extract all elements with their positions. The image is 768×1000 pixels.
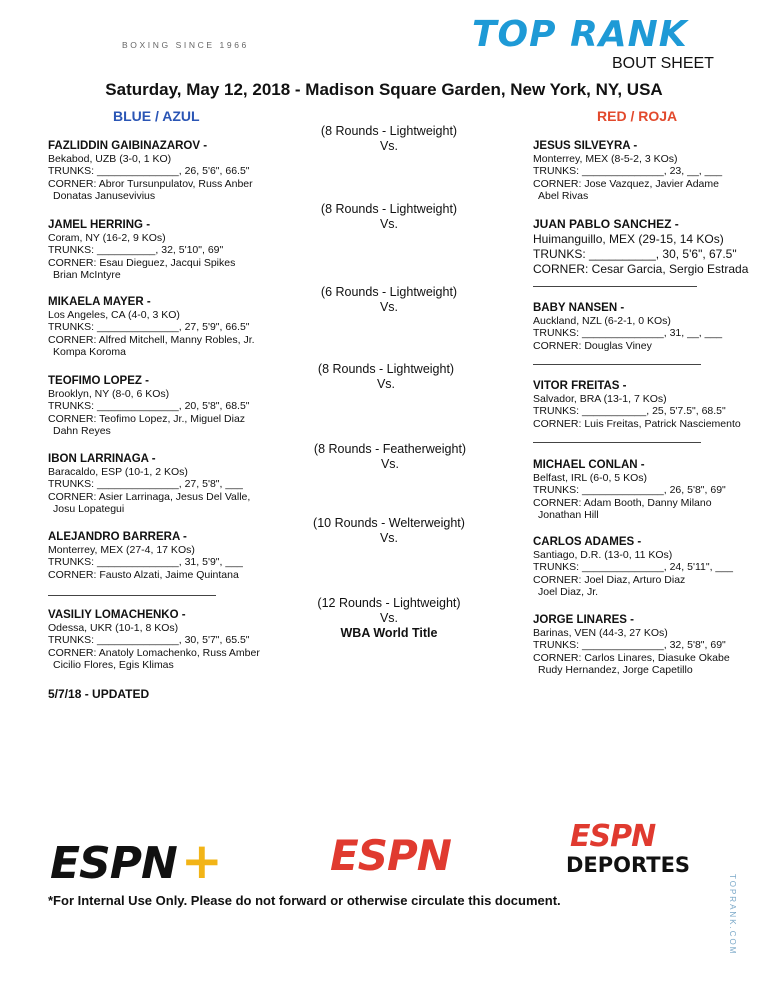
divider-line [533,442,701,443]
red-fighter [533,380,741,430]
espn-deportes-logo [566,819,716,886]
fighter-hometown: Odessa, UKR (10-1, 8 KOs) [48,621,179,634]
fighter-corner-cont: Abel Rivas [538,190,589,203]
fighter-corner: CORNER: Joel Diaz, Arturo Diaz [533,573,686,586]
espn-logo-word: ESPN [330,831,451,880]
bout-vs: Vs. [379,139,399,153]
divider-line [533,286,697,287]
bout-info [294,202,484,232]
fighter-trunks: TRUNKS: ______________, 24, 5'11", ___ [533,561,733,574]
blue-fighter [48,140,253,203]
fighter-corner: CORNER: Abror Tursunpulatov, Russ Anber [48,177,253,190]
bout-rounds: (8 Rounds - Lightweight) [320,124,458,138]
bout-info [291,362,481,392]
divider-line [48,595,216,596]
fighter-corner-cont: Donatas Janusevivius [53,190,156,203]
fighter-trunks: TRUNKS: __________, 32, 5'10", 69" [48,244,224,257]
updated-note: 5/7/18 - UPDATED [48,687,150,701]
blue-fighter [48,609,260,672]
bout-rounds: (8 Rounds - Lightweight) [320,202,458,216]
fighter-corner: CORNER: Cesar Garcia, Sergio Estrada [533,262,749,276]
fighter-corner: CORNER: Esau Dieguez, Jacqui Spikes [48,256,236,269]
fighter-hometown: Santiago, D.R. (13-0, 11 KOs) [533,548,673,561]
bout-rounds: (10 Rounds - Welterweight) [313,516,465,530]
fighter-hometown: Huimanguillo, MEX (29-15, 14 KOs) [533,232,724,246]
bout-vs: Vs. [376,377,396,391]
espn-plus-logo-plus: + [180,832,223,890]
fighter-name: IBON LARRINAGA - [48,453,156,465]
blue-fighter [48,453,250,516]
fighter-hometown: Bekabod, UZB (3-0, 1 KO) [48,152,172,165]
fighter-corner-cont: Dahn Reyes [53,425,111,438]
fighter-corner: CORNER: Fausto Alzati, Jaime Quintana [48,568,239,581]
blue-fighter [48,296,255,359]
fighter-name: JORGE LINARES - [533,614,634,626]
red-fighter [533,217,748,277]
fighter-hometown: Monterrey, MEX (8-5-2, 3 KOs) [533,152,678,165]
red-fighter [533,536,733,599]
fighter-name: VITOR FREITAS - [533,380,627,392]
fighter-corner-cont: Brian McIntyre [53,269,121,282]
fighter-trunks: TRUNKS: ______________, 30, 5'7", 65.5" [48,634,250,647]
red-fighter [533,302,722,352]
fighter-hometown: Salvador, BRA (13-1, 7 KOs) [533,392,667,405]
bout-info [294,516,484,546]
fighter-trunks: TRUNKS: ______________, 31, 5'9", ___ [48,556,243,569]
fighter-trunks: TRUNKS: __________, 30, 5'6", 67.5" [533,247,737,261]
espn-plus-logo [50,832,250,890]
fighter-hometown: Auckland, NZL (6-2-1, 0 KOs) [533,314,671,327]
top-rank-logo-text: TOP RANK [472,14,688,55]
toprank-url: TOPRANK.COM [728,874,737,956]
bout-sheet-label: BOUT SHEET [612,55,714,72]
fighter-trunks: TRUNKS: ___________, 25, 5'7.5", 68.5" [533,405,726,418]
fighter-corner-cont: Kompa Koroma [53,346,126,359]
bout-info [294,596,484,641]
red-fighter [533,459,726,522]
red-fighter [533,614,730,677]
fighter-name: MICHAEL CONLAN - [533,459,645,471]
blue-corner-heading: BLUE / AZUL [113,108,200,124]
fighter-name: CARLOS ADAMES - [533,536,642,548]
fighter-trunks: TRUNKS: ______________, 31, __, ___ [533,327,723,340]
event-title: Saturday, May 12, 2018 - Madison Square Garden, New York, NY, USA [105,80,663,99]
fighter-name: JAMEL HERRING - [48,219,151,231]
bout-vs: Vs. [380,457,400,471]
fighter-corner-cont: Cicilio Flores, Egis Klimas [53,659,174,672]
espn-deportes-logo-top: ESPN [570,819,656,854]
bout-info [295,442,485,472]
bout-rounds: (8 Rounds - Featherweight) [313,442,467,456]
fighter-trunks: TRUNKS: ______________, 27, 5'9", 66.5" [48,321,250,334]
fighter-hometown: Baracaldo, ESP (10-1, 2 KOs) [48,465,188,478]
fighter-corner: CORNER: Carlos Linares, Diasuke Okabe [533,651,730,664]
bout-rounds: (12 Rounds - Lightweight) [317,596,461,610]
espn-plus-logo-word: ESPN [50,838,177,889]
bout-title: WBA World Title [340,626,438,640]
bout-rounds: (8 Rounds - Lightweight) [317,362,455,376]
bout-vs: Vs. [379,217,399,231]
fighter-trunks: TRUNKS: ______________, 20, 5'8", 68.5" [48,400,250,413]
red-corner-heading: RED / ROJA [597,108,678,124]
bout-vs: Vs. [379,531,399,545]
fighter-trunks: TRUNKS: ______________, 23, __, ___ [533,165,723,178]
fighter-name: MIKAELA MAYER - [48,296,151,308]
fighter-hometown: Monterrey, MEX (27-4, 17 KOs) [48,543,195,556]
fighter-name: VASILIY LOMACHENKO - [48,609,186,621]
bout-info [294,124,484,154]
fighter-trunks: TRUNKS: ______________, 32, 5'8", 69" [533,639,726,652]
fighter-name: JUAN PABLO SANCHEZ - [533,217,679,231]
fighter-hometown: Coram, NY (16-2, 9 KOs) [48,231,166,244]
fighter-corner-cont: Joel Diaz, Jr. [538,586,599,599]
bout-vs: Vs. [379,300,399,314]
fighter-corner: CORNER: Jose Vazquez, Javier Adame [533,177,719,190]
fighter-corner: CORNER: Douglas Viney [533,339,652,352]
fighter-name: TEOFIMO LOPEZ - [48,375,149,387]
divider-line [533,364,701,365]
fighter-trunks: TRUNKS: ______________, 26, 5'6", 66.5" [48,165,250,178]
since-tagline: BOXING SINCE 1966 [122,40,249,50]
bout-vs: Vs. [379,611,399,625]
fighter-hometown: Los Angeles, CA (4-0, 3 KO) [48,308,180,321]
fighter-corner: CORNER: Adam Booth, Danny Milano [533,496,712,509]
fighter-trunks: TRUNKS: ______________, 27, 5'8", ___ [48,478,243,491]
bout-info [294,285,484,315]
bout-rounds: (6 Rounds - Lightweight) [320,285,458,299]
fighter-corner: CORNER: Alfred Mitchell, Manny Robles, Jr. [48,333,255,346]
fighter-corner: CORNER: Luis Freitas, Patrick Nasciemento [533,417,741,430]
blue-fighter [48,219,235,282]
fighter-name: JESUS SILVEYRA - [533,140,638,152]
blue-fighter [48,531,243,581]
fighter-corner: CORNER: Teofimo Lopez, Jr., Miguel Diaz [48,412,246,425]
internal-use-disclaimer: *For Internal Use Only. Please do not forward or otherwise circulate this document. [48,893,561,908]
fighter-hometown: Brooklyn, NY (8-0, 6 KOs) [48,387,170,400]
fighter-corner-cont: Jonathan Hill [538,509,599,522]
fighter-name: BABY NANSEN - [533,302,625,314]
espn-logo [330,832,490,880]
fighter-corner: CORNER: Anatoly Lomachenko, Russ Amber [48,646,260,659]
fighter-trunks: TRUNKS: ______________, 26, 5'8", 69" [533,484,726,497]
red-fighter [533,140,722,203]
espn-deportes-logo-bottom: DEPORTES [566,853,691,877]
fighter-corner-cont: Rudy Hernandez, Jorge Capetillo [538,664,693,677]
fighter-hometown: Belfast, IRL (6-0, 5 KOs) [533,471,647,484]
fighter-corner-cont: Josu Lopategui [53,503,125,516]
fighter-name: ALEJANDRO BARRERA - [48,531,187,543]
blue-fighter [48,375,250,438]
fighter-name: FAZLIDDIN GAIBINAZAROV - [48,140,208,152]
fighter-corner: CORNER: Asier Larrinaga, Jesus Del Valle, [48,490,251,503]
fighter-hometown: Barinas, VEN (44-3, 27 KOs) [533,626,668,639]
